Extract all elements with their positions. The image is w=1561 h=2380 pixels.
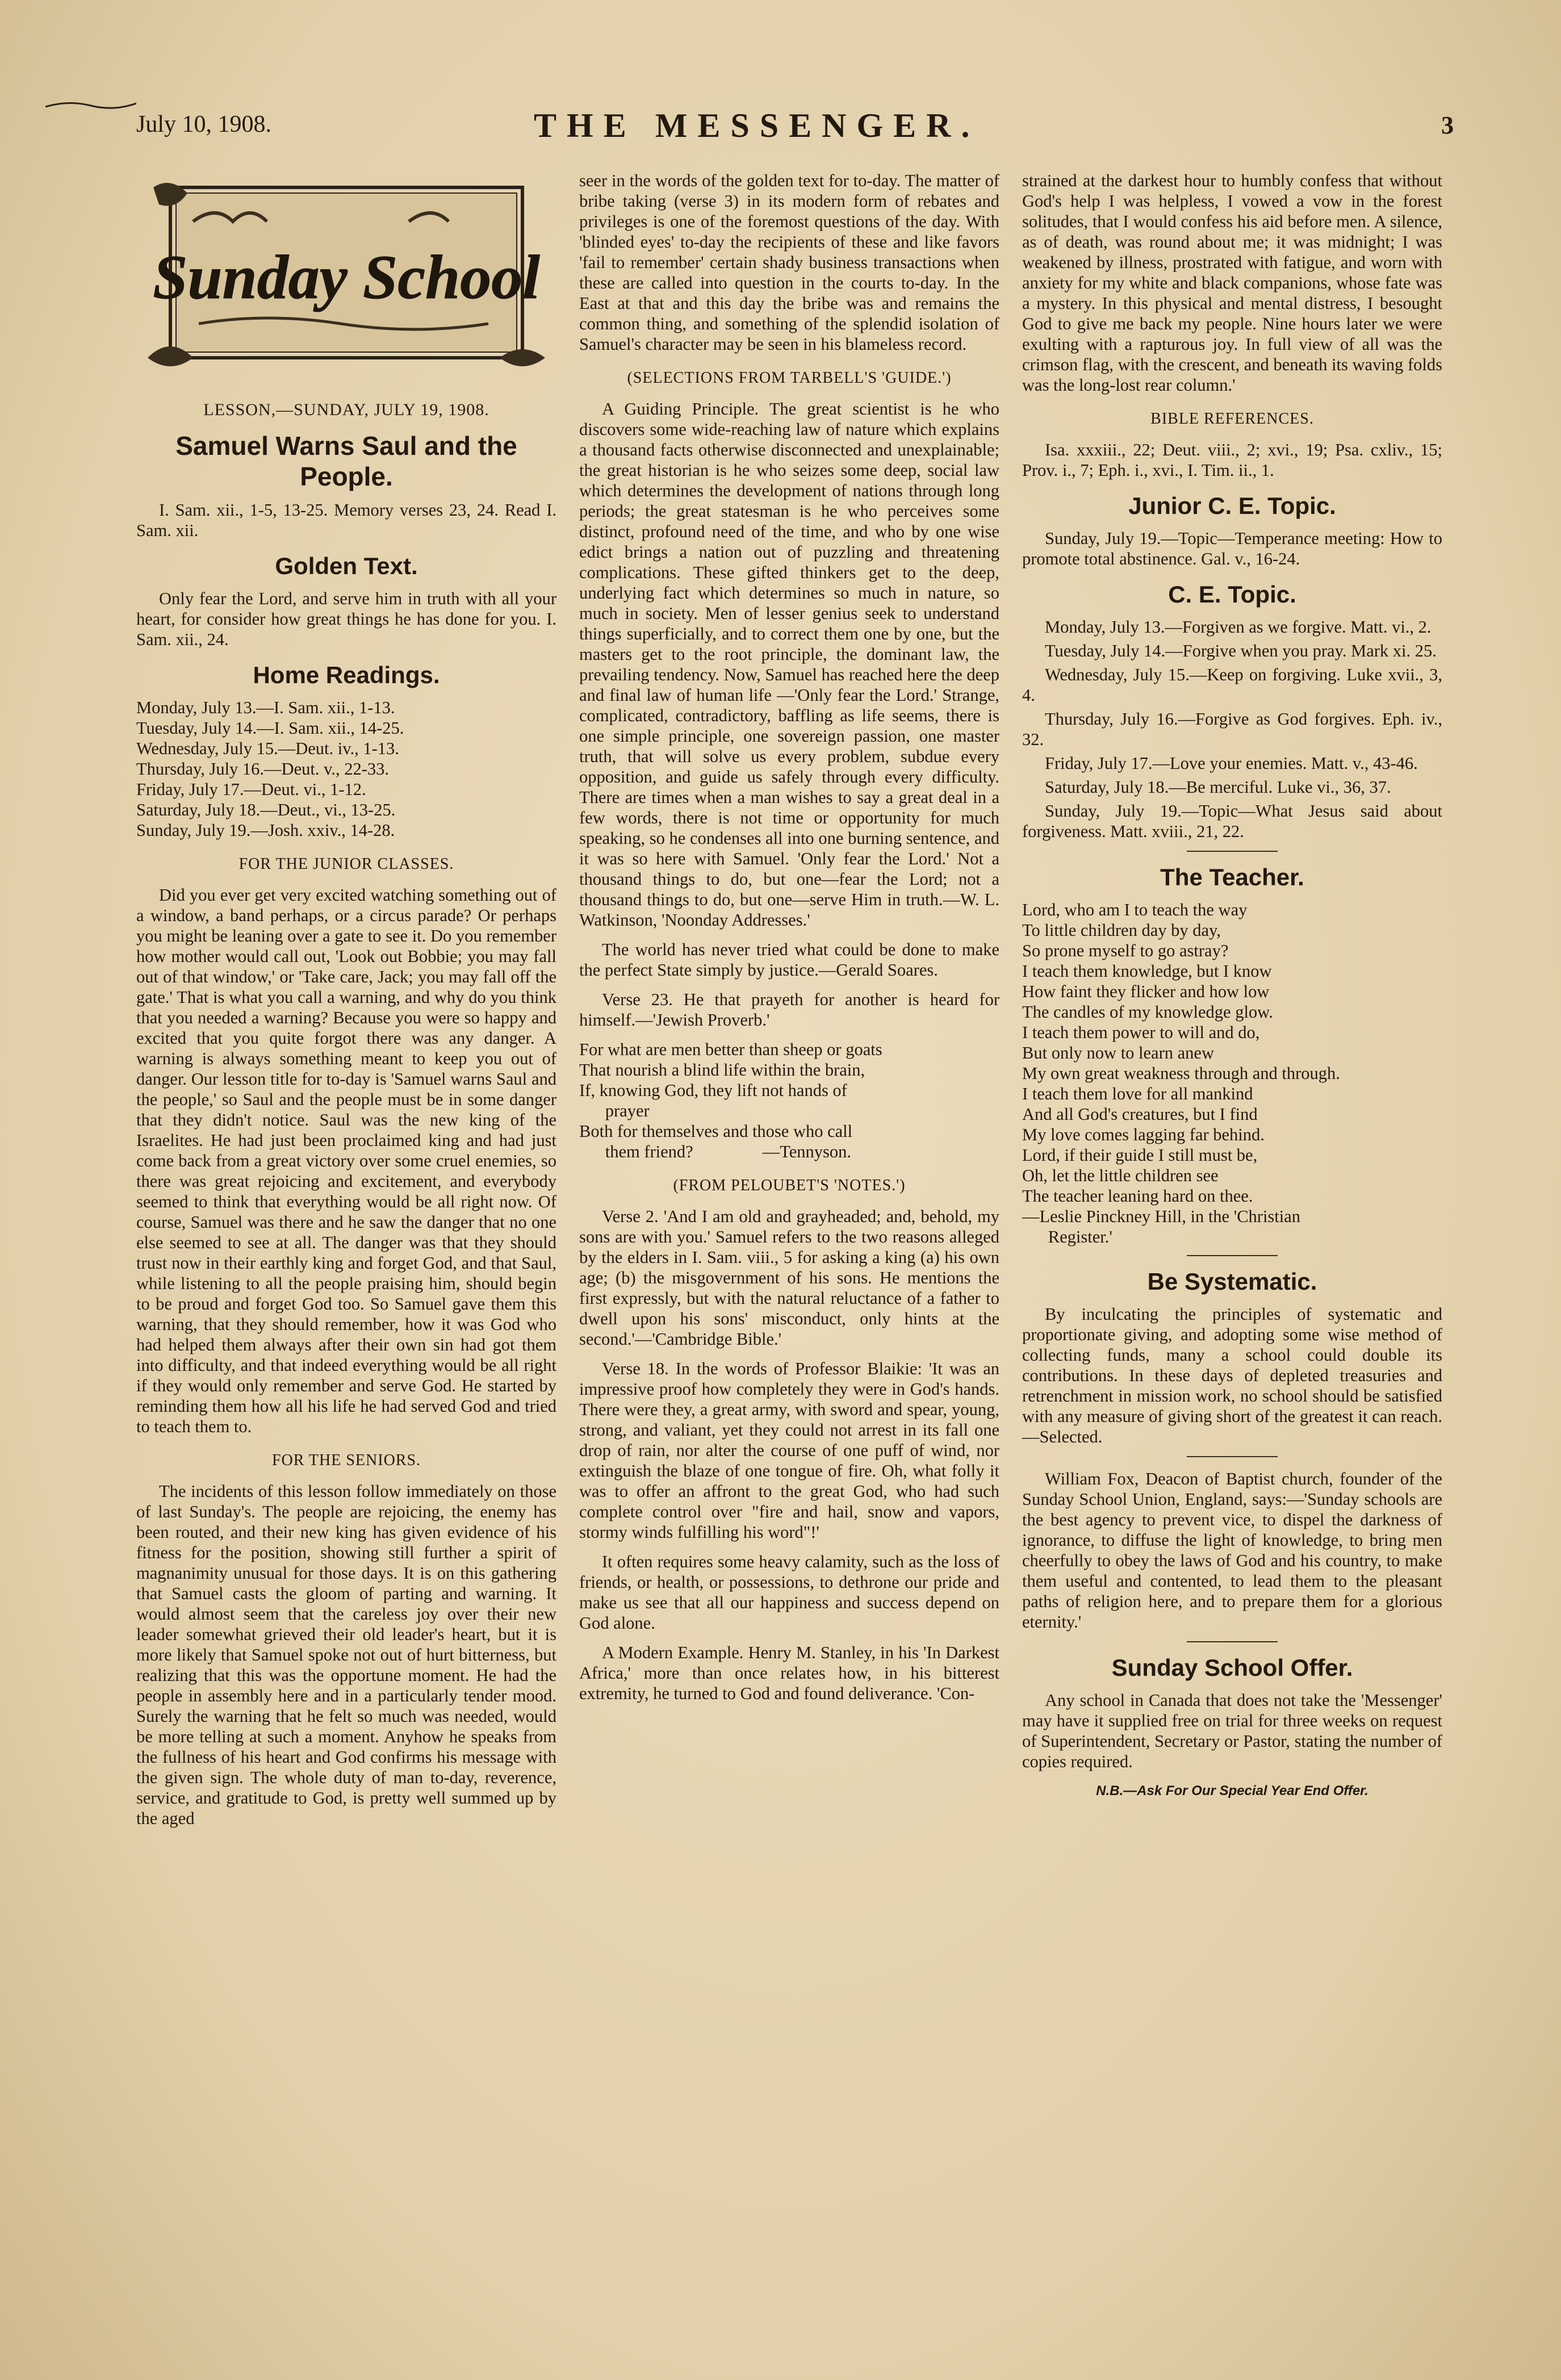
verse-23-text: Verse 23. He that prayeth for another is heard for himself.—'Jewish Proverb.' [579,990,999,1030]
bible-references-heading: BIBLE REFERENCES. [1150,410,1314,428]
junior-ce-heading: Junior C. E. Topic. [1128,492,1336,519]
poem-line: How faint they flicker and how low [1022,982,1270,1001]
bible-references: Isa. xxxiii., 22; Deut. viii., 2; xvi., 19; Psa. cxliv., 15; Prov. i., 7; Eph. i., xvi., I. Tim. ii., 1. [1022,440,1442,480]
poem-line: To little children day by day, [1022,921,1221,940]
poem-line: prayer [579,1101,650,1120]
poem-line: The candles of my knowledge glow. [1022,1002,1273,1022]
poem-line: —Leslie Pinckney Hill, in the 'Christian [1022,1207,1301,1226]
divider [1187,1456,1278,1457]
world-quote: The world has never tried what could be done to make the perfect State simply by justice.—Gerald Soares. [579,940,999,980]
poem-line: If, knowing God, they lift not hands of [579,1081,847,1100]
tarbell-heading: (SELECTIONS FROM TARBELL'S 'GUIDE.') [627,369,952,387]
ce-topic-heading: C. E. Topic. [1168,581,1296,608]
junior-classes-text: Did you ever get very excited watching something out of a window, a band perhaps, or a circus parade? Or perhaps you might be leaning over a gate to see it. Do you remember how mother would call out, 'Look out Bobbie; you may fall out of that window,' or 'Take care, Jack; you may fall off the gate.' That is what you call a warning, and why do you think that you needed a warning? Because you were so happy and excited that you quite forgot there was any danger. A warning is always something meant to keep you out of danger. Our lesson title for to-day is 'Samuel warns Saul and the people,' so Saul and the people must be in some danger that they didn't notice. Saul was the new king of the Israelites. He had just been proclaimed king and had just come back from a great victory over some cruel enemies, so there was great rejoicing and excitement, and everybody seemed to think that everything would be all right now. Of course, Samuel was there and he saw the danger that no one else seemed to see at all. The danger was that they should trust now in their earthly king and forget God, and that Saul, while listening to all the people praising him, should begin to be proud and forget God too. So Samuel gave them this warning, that they should remember, how it was God who had helped them always after their own sin had got them into difficulty, and that indeed everything would be all right if they would only remember and serve God. He started by reminding them how all his life he had served God and tried to teach them to. [136,885,556,1436]
list-item: Friday, July 17.—Deut. vi., 1-12. [136,780,366,799]
golden-text: Only fear the Lord, and serve him in truth with all your heart, for consider how great things he has done for you. I. Sam. xii., 24. [136,589,556,649]
list-item: Saturday, July 18.—Be merciful. Luke vi., 36, 37. [1045,777,1391,797]
offer-text: Any school in Canada that does not take the 'Messenger' may have it supplied free on trial for three weeks on request of Superintendent, Secretary or Pastor, stating the number of copies required. [1022,1691,1442,1771]
list-item: Wednesday, July 15.—Deut. iv., 1-13. [136,739,399,758]
poem-line: I teach them love for all mankind [1022,1084,1253,1103]
sunday-school-logo [136,170,556,375]
poem-line: The teacher leaning hard on thee. [1022,1186,1253,1206]
column-2 [579,170,999,1713]
column-1 [136,170,556,1838]
poem-line: Oh, let the little children see [1022,1166,1219,1185]
list-item: Monday, July 13.—Forgiven as we forgive. Matt. vi., 2. [1045,617,1432,637]
tennyson-poem [579,1039,999,1162]
tarbell-text: A Guiding Principle. The great scientist is he who discovers some wide-reaching law of nature which explains a thousand facts otherwise disconnected and unexplainable; the great historian is he who seizes some deep, social law which determines the development of nations through long periods; the great statesman is he who perceives some distinct, profound need of the time, and who by one wise edict brings a nation out of puzzling and threatening complications. These gifted thinkers get to the deep, underlying fact which determines so much in nature, so much in society. Men of lesser genius seek to understand things superficially, and to correct them one by one, but the masters get to the root principle, the dominant law, the prevailing tendency. Now, Samuel has reached here the deep and final law of human life —'Only fear the Lord.' Strange, complicated, contradictory, baffling as life seems, there is one simple principle, one sovereign passion, one master truth, that will solve us every problem, subdue every opposition, and guide us safely through every difficulty. There are times when a man wishes to say a great deal in a few words, there is not time or opportunity for much speaking, so he condenses all into one burning sentence, and it was so here with Samuel. 'Only fear the Lord.' Not a thousand things to do, but one—fear the Lord; not a thousand things to do, but one—serve Him in truth.—W. L. Watkinson, 'Noonday Addresses.' [579,399,999,930]
page-header [136,107,1454,156]
systematic-text: By inculcating the principles of systematic and proportionate giving, and adopting some wise method of collecting funds, many a school could double its contributions. In these days of depleted treasuries and retrenchment in mission work, no school should be satisfied with any measure of giving short of the greatest it can reach.—Selected. [1022,1304,1442,1446]
seniors-text: The incidents of this lesson follow immediately on those of last Sunday's. The people are rejoicing, the enemy has been routed, and their new king has given evidence of his fitness for the position, showing still further a spirit of magnanimity unusual for those days. It is on this gathering that Samuel casts the gloom of parting and warning. It would almost seem that the careless joy over their new leader somewhat grieved their old leader's heart, but it is more likely that Samuel spoke not out of hurt bitterness, but realizing that this was the opportune moment. He had the people in assembly here and in a particularly tender mood. Surely the warning that he felt so much was needed, would be more telling at such a moment. Anyhow he speaks from the fullness of his heart and God confirms his message with the given sign. The whole duty of man to-day, reverence, service, and gratitude to God, is pretty well summed up by the aged [136,1482,556,1828]
peloubet-heading: (FROM PELOUBET'S 'NOTES.') [673,1177,906,1194]
divider [1187,851,1278,852]
list-item: Saturday, July 18.—Deut., vi., 13-25. [136,800,396,819]
list-item: Tuesday, July 14.—Forgive when you pray. Mark xi. 25. [1045,641,1437,660]
list-item: Sunday, July 19.—Josh. xxiv., 14-28. [136,821,395,840]
home-readings-list [136,697,556,840]
home-readings-heading: Home Readings. [253,662,440,688]
systematic-heading: Be Systematic. [1147,1268,1317,1295]
modern-example-text: A Modern Example. Henry M. Stanley, in his 'In Darkest Africa,' more than once relates how, in his bitterest extremity, he turned to God and found deliverance. 'Con- [579,1643,999,1703]
list-item: Friday, July 17.—Love your enemies. Matt. v., 43-46. [1045,754,1418,773]
verse-18-text: Verse 18. In the words of Professor Blaikie: 'It was an impressive proof how completely they were in God's hands. There were they, a great army, with sword and spear, young, strong, and valiant, yet they could not arrest in its fall one drop of rain, nor alter the course of one puff of wind, nor extinguish the blaze of one tongue of fire. Oh, what folly it was to offer an affront to the great God, who had such complete control over "fire and hail, snow and vapors, stormy winds fulfilling his word"!' [579,1359,999,1542]
list-item: Tuesday, July 14.—I. Sam. xii., 14-25. [136,718,404,738]
poem-line: That nourish a blind life within the brain, [579,1060,865,1080]
offer-heading: Sunday School Offer. [1111,1654,1353,1681]
scripture-reference: I. Sam. xii., 1-5, 13-25. Memory verses 23, 24. Read I. Sam. xii. [136,500,556,540]
divider [1187,1641,1278,1642]
svg-text:Sunday School: Sunday School [153,242,540,312]
junior-classes-heading: FOR THE JUNIOR CLASSES. [238,855,454,873]
poem-line: For what are men better than sheep or goats [579,1040,882,1059]
poem-line: And all God's creatures, but I find [1022,1105,1258,1124]
calamity-text: It often requires some heavy calamity, such as the loss of friends, or health, or possessions, to dethrone our pride and make us see that all our happiness and success depend on God alone. [579,1552,999,1633]
poem-line: But only now to learn anew [1022,1043,1214,1063]
teacher-heading: The Teacher. [1160,864,1304,890]
poem-stanza [1022,1084,1442,1145]
list-item: Sunday, July 19.—Topic—What Jesus said about forgiveness. Matt. xviii., 21, 22. [1022,801,1442,841]
offer-note: N.B.—Ask For Our Special Year End Offer. [1096,1783,1369,1798]
list-item: Monday, July 13.—I. Sam. xii., 1-13. [136,698,395,717]
poem-line: My love comes lagging far behind. [1022,1125,1265,1144]
teacher-poem [1022,900,1442,1247]
poem-line: My own great weakness through and through. [1022,1064,1340,1083]
poem-line: them friend? —Tennyson. [579,1142,852,1161]
lesson-line: LESSON,—SUNDAY, JULY 19, 1908. [203,400,489,419]
poem-stanza [1022,961,1442,1022]
poem-stanza [1022,900,1442,961]
seniors-heading: FOR THE SENIORS. [271,1452,421,1469]
poem-stanza [1022,1145,1442,1247]
poem-line: Lord, if their guide I still must be, [1022,1145,1258,1165]
junior-ce-text: Sunday, July 19.—Topic—Temperance meeting: How to promote total abstinence. Gal. v., 16-24. [1022,529,1442,568]
poem-line: So prone myself to go astray? [1022,941,1229,960]
golden-text-heading: Golden Text. [275,553,418,579]
list-item: Thursday, July 16.—Forgive as God forgives. Eph. iv., 32. [1022,709,1442,749]
divider [1187,1255,1278,1256]
masthead-title: THE MESSENGER. [534,107,980,144]
poem-line: Lord, who am I to teach the way [1022,900,1248,919]
poem-line: I teach them power to will and do, [1022,1023,1260,1042]
lesson-title: Samuel Warns Saul and the People. [175,431,517,491]
poem-line: Register.' [1022,1227,1112,1247]
column-3 [1022,170,1442,1810]
list-item: Thursday, July 16.—Deut. v., 22-33. [136,759,390,779]
poem-stanza [1022,1022,1442,1084]
poem-line: Both for themselves and those who call [579,1122,853,1141]
stanley-text: strained at the darkest hour to humbly confess that without God's help I was helpless, I vowed a vow in the forest solitudes, that I would confess his aid before men. A silence, as of death, was round about me; it was midnight; I was weakened by illness, prostrated with fatigue, and worn with anxiety for my white and black companions, whose fate was a mystery. In this physical and mental distress, I besought God to give me back my people. Nine hours later we were exulting with a rapturous joy. In full view of all was the crimson flag, with the crescent, and beneath its waving folds was the long-lost rear column.' [1022,171,1442,395]
list-item: Wednesday, July 15.—Keep on forgiving. Luke xvii., 3, 4. [1022,665,1442,705]
page-number: 3 [1441,111,1454,139]
william-fox-text: William Fox, Deacon of Baptist church, founder of the Sunday School Union, England, says:—'Sunday schools are the best agency to prevent vice, to dispel the darkness of ignorance, to diffuse the light of knowledge, to bring men cheerfully to obey the laws of God and his country, to make them useful and contented, to lead them to the pleasant paths of religion here, and to prepare them for a glorious eternity.' [1022,1469,1442,1632]
ce-topic-list [1022,617,1442,842]
verse-2-text: Verse 2. 'And I am old and grayheaded; and, behold, my sons are with you.' Samuel refers to the two reasons alleged by the elders in I. Sam. viii., 5 for asking a king (a) his own age; (b) the misgovernment of his sons. He mentions the first expressly, but with the natural reluctance of a father to dwell upon his sons' misconduct, only hints at the second.'—'Cambridge Bible.' [579,1207,999,1349]
ink-mark [45,97,136,114]
issue-date: July 10, 1908. [136,111,272,137]
poem-line: I teach them knowledge, but I know [1022,961,1272,981]
continued-text: seer in the words of the golden text for to-day. The matter of bribe taking (verse 3) in its modern form of rebates and privileges is one of the foremost questions of the day. With 'blinded eyes' to-day the recipients of these and like favors 'fail to remember' certain shady business transactions when these are called into question in the courts to-day. In the East at that and this day the bribe was and remains the common thing, and something of the splendid isolation of Samuel's character may be seen in his blameless record. [579,171,999,354]
